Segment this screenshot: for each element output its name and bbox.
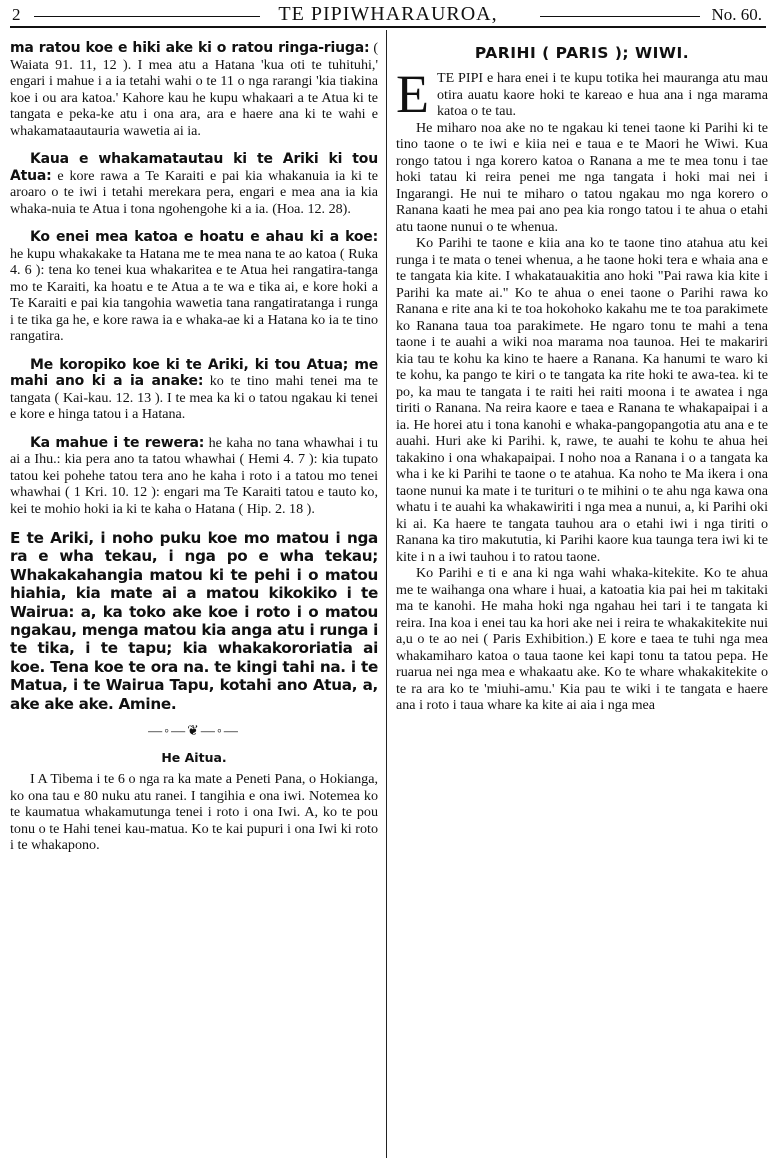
article-paragraph-2: He miharo noa ake no te ngakau ki tenei taone ki Parihi ki te tino taone o te iwi e kiia nei e taua e te Maori he Wiwi. Kua rongo tatou i nga korero katoa o Ranana a me te mea tonu i tae hoki tatau ki reira penei me nga tangata i hoki mai nei i Ingarangi. He nui te miharo o tatou ngakau mo nga korero o Ranana kaati he mea pai ano pea kia rongo tatou i te ahua o etahi atu taone nunui o te whenua. xyxy=(396,119,768,235)
paragraph-5 xyxy=(10,435,378,518)
column-divider xyxy=(386,30,387,1158)
prayer: E te Ariki, i noho puku koe mo matou i nga ra e wha tekau, i nga po e wha tekau; Whakakahangia matou ki te pehi i o matou hiahia, kia mate ai a matou kikokiko i te Wairua: a, ka toko ake koe i roto i o matou ngakau, menga matou kia anga atu i runga i te tika, i te tapu; kia whakakororiatia ai koe. Tena koe te ora na. te kingi tahi na. i te Matua, i te Wairua Tapu, kotahi ano Atua, a, ake ake ake. Amine. xyxy=(10,529,378,713)
issue-number: No. 60. xyxy=(711,5,762,24)
paragraph-4-text: ko te tino mahi tenei ma te tangata ( Kai-kau. 12. 13 ). I te mea ka ki o tatou ngakau ki tenei e kore e hinga tatou i a Hatana. xyxy=(10,373,378,422)
paragraph-2-lead: Kaua e whakamatautau ki te Ariki ki tou Atua: xyxy=(10,151,378,184)
header-divider xyxy=(10,26,766,28)
paragraph-2-text: e kore rawa a Te Karaiti e pai kia whakanuia ia ki te aroaro o te iwi i tetahi merekara pera, engari e mea ana ia kia whaka-nuia te Atua i tona ngohengohe ki a ia. (Hoa. 12. 28). xyxy=(10,167,378,217)
article-paragraph-3: Ko Parihi te taone e kiia ana ko te taone tino atahua atu kei runga i te mata o tenei whenua, a he taone hoki tera e whaia ana e te tangata kia kite. I whakatauakitia ano hoki "Pai rawa kia kite i Parihi ka mate ai." Ko te ahua o enei taone o Parihi rawa ko Ranana e rite ana ki te toa hokohoko kakahu me te toa parakimete ko Ranana taua toa parakimete. He ngaro tonu te mahi a tena taone i te auahi a wiki noa marama noa taunoa. Hei te makariri kia tau te kohu ka kino te haere a Ranana. Ka hanumi te waro ki te kohu, ka pango te kiri o te tangata ka rite hoki te awa-tea. ki te po, ka mau te tangata i te raiti hei raiti moona i te awatea i nga tiriti o Ranana. Na reira kaore e taea e Ranana te whakapaipai i a ia. He horei atu i tona kanohi e whaka-pangopangotia atu ana e te auahi. Huri ake ki Parihi. k, rawe, te auahi te kohu te ahua hei takakino i ona whakapaipai. I noho noa a Ranana i o a tangata ka wha i ke ki Parihi te taone o te atahua. Ka noho te Ma ikera i ona taone nunui ka mate i te turituri o te mihini o te ahu nga kawa ona whatu i te auahi ka whakawiriti i nga mea a nunui, a, ki Parihi oki ki ai. Ka haere te tangata tauhou ara o etahi iwi i nga tiriti o Ranana ka tiro makututia, ki Parihi kaore kua taunga tera iwi ki te kite i n a iwi tauhou i to ratou taone. xyxy=(396,235,768,565)
article-paragraph-4: Ko Parihi e ti e ana ki nga wahi whaka-kitekite. Ko te ahua me te waihanga ona whare i huai, a katoatia kia pai hei m takitaki ma te kanohi. He maha hoki nga ngahau hei tari i te tangata ki reira. Ina koa i enei tau ka hori ake nei i reira te whakakitekite nui a,u o te ao nei ( Paris Exhibition.) E kore e taea te tuhi nga mea whakamiharo katoa o taua taone kei kapi tonu ta tatou pepa. He ruarua nei nga mea e whakaatu ake. Ko te whare whakakitekite o te ra ara ko te 'miuhi-amu.' Kia pau te wiki i te tangata e haere ana i roto i taua whare ka kite ai aia i nga mea xyxy=(396,565,768,713)
paragraph-4 xyxy=(10,357,378,423)
article-paragraph-1: TE PIPI e hara enei i te kupu totika hei mauranga atu mau otira auatu kaore hoki te kareao e hua ana i nga marama katoa o te tau. xyxy=(437,70,768,119)
paragraph-3-lead: Ko enei mea katoa e hoatu e ahau ki a koe: xyxy=(30,229,378,245)
page-header xyxy=(8,3,768,25)
article-lead xyxy=(396,64,768,124)
paragraph-1-text: ( Waiata 91. 11, 12 ). I mea atu a Hatana 'kua oti te tuhituhi,' engari i mahue i a ia tetahi wahi o te 11 o nga rarangi 'kia tiakina koe i ou ara katoa.' Kahore kau he kupu whakaari a te Atua ki te tangata e peka-ke atu i ona ara, ara e haere ana ki te wahi e whakamataautauria wawetia ai ia. xyxy=(10,40,379,139)
paragraph-1-lead: ma ratou koe e hiki ake ki o ratou ringa-riuga: xyxy=(10,40,370,56)
journal-title: TE PIPIWHARAUROA, xyxy=(278,3,498,25)
paragraph-5-text: he kaha no tana whawhai i tu ai a Ihu.: kia pera ano ta tatou whawhai ( Hemi 4. 7 ): kia tupato tatou kei pohehe tatou tera ano he kaha i roto i a tatou mo tenei whawhai ( 1 Kri. 10. 12 ): engari ma Te Karaiti tatou e tauto ko, kei te mohio hoki ia ki te kaha o Hatana ( Hip. 2. 18 ). xyxy=(10,434,378,517)
obituary-heading: He Aitua. xyxy=(161,750,227,766)
article-heading: PARIHI ( PARIS ); WIWI. xyxy=(474,44,690,62)
page-number: 2 xyxy=(12,5,21,24)
paragraph-3 xyxy=(10,229,378,345)
section-ornament: —◦—❦—◦— xyxy=(148,724,240,740)
paragraph-2 xyxy=(10,151,378,217)
paragraph-3-text: he kupu whakakake ta Hatana me te mea nana te ao katoa ( Ruka 4. 6 ): tena ko tenei kua whakaritea e te Atua hei rangatira-tanga mo te Karaiti, ka hoatu e te Atua a te wa e tika ai, e kore hoki a Te Karaiti e pai kia tangohia wawetia tana rangatiratanga i runga i te tika ga he, e kore rawa ia e whaka-ae ki a Hatana ko ia te tino rangatira. xyxy=(10,245,378,344)
obituary-paragraph: I A Tibema i te 6 o nga ra ka mate a Peneti Pana, o Hokianga, ko ona tau e 80 nuku atu ranei. I tangihia e ona iwi. Notemea ko te kaumatua whakamutunga tenei i roto i ona Iwi. A, ko te pou tonu o te Hahi tenei kau-matua. Ko te kai pupuri i ona Iwi ki roto i te whakapono. xyxy=(10,771,378,854)
right-column xyxy=(396,40,768,714)
paragraph-1 xyxy=(10,40,378,139)
header-rule-right xyxy=(540,16,700,17)
drop-cap: E xyxy=(396,64,429,124)
paragraph-4-lead: Me koropiko koe ki te Ariki, ki tou Atua; me mahi ano ki a ia anake: xyxy=(10,356,378,389)
left-column xyxy=(10,40,378,854)
paragraph-5-lead: Ka mahue i te rewera: xyxy=(30,434,205,451)
